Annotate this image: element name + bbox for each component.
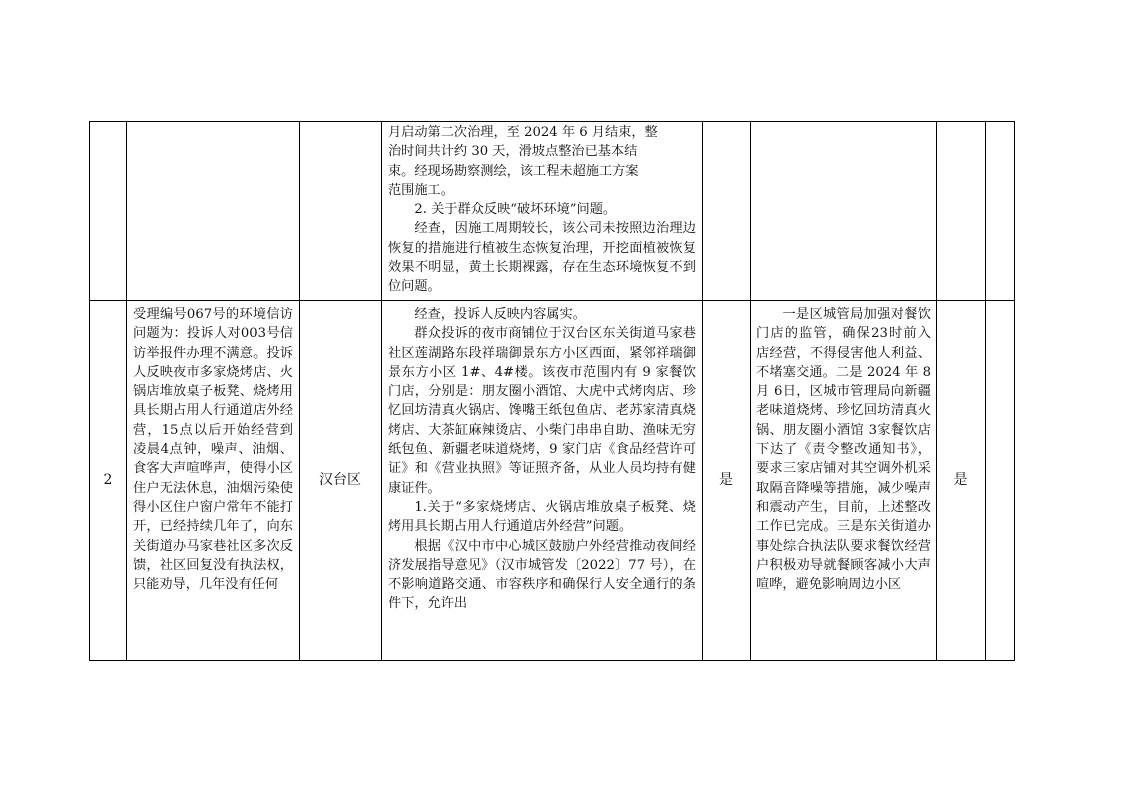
row2-complaint-cell [133,305,293,659]
row2-findings-cell [388,305,696,659]
row2-rectification-cell [756,305,931,659]
column-divider [381,122,382,660]
finding-paragraph: 经查，投诉人反映内容属实。 [414,307,586,322]
finding-paragraph: 根据《汉中市中心城区鼓励户外经营推动夜间经济发展指导意见》（汉市城管发〔2022〕77 号），在不影响道路交通、市容秩序和确保行人安全通行的条件下，允许出 [388,538,696,612]
row1-item-2-heading: 2. 关于群众反映“破坏环境”问题。 [414,202,617,218]
column-divider [750,122,751,660]
row1-finding-line: 治时间共计约 30 天，滑坡点整治已基本结 [388,144,638,160]
row1-findings-cell [388,123,696,299]
column-divider [985,122,986,660]
finding-paragraph: 群众投诉的夜市商铺位于汉台区东关街道马家巷社区莲湖路东段祥瑞御景东方小区西面，紧邻祥瑞御景东方小区 1#、4#楼。该夜市范围内有 9 家餐饮门店，分别是：朋友圈小酒馆、大虎中式烤肉店、珍忆回坊清真火锅店、馋嘴王纸包鱼店、老苏家清真烧烤店、大茶缸麻辣烫店、小柴门串串自助、渔味无穷纸包鱼、新疆老味道烧烤，9 家门店《食品经营许可证》和《营业执照》等证照齐备，从业人员均持有健康证件。 [388,326,696,496]
row1-finding-line: 范围施工。 [388,182,454,198]
row2-seq-number [90,301,126,660]
district-text: 汉台区 [319,471,361,488]
column-divider [126,122,127,660]
row2-verdict2-cell [936,301,985,660]
rectification-text: 一是区城管局加强对餐饮门店的监管，确保23时前入店经营，不得侵害他人利益、不堵塞交通。二是 2024 年 8 月 6日，区城市管理局向新疆老味道烧烤、珍忆回坊清真火锅、朋友圈小酒馆 3家餐饮店下达了《责令整改通知书》，要求三家店铺对其空调外机采取隔音降噪等措施，减少噪声和震动产生，目前，上述整改工作已完成。三是东关街道办事处综合执法队要求餐饮经营户积极劝导就餐顾客减小大声喧哗，避免影响周边小区 [756,307,931,593]
seq-number-text: 2 [103,471,113,488]
verdict1-text: 是 [719,471,733,488]
row2-district-cell [299,301,381,660]
row1-item-2-finding: 经查，因施工周期较长，该公司未按照边治理边恢复的措施进行植被生态恢复治理，开挖面植被恢复效果不明显，黄土长期裸露，存在生态环境恢复不到位问题。 [388,221,696,295]
finding-paragraph: 1.关于“多家烧烤店、火锅店堆放桌子板凳、烧烤用具长期占用人行通道店外经营”问题。 [388,499,696,535]
row1-finding-line: 束。经现场勘察测绘，该工程未超施工方案 [388,163,639,179]
verdict2-text: 是 [953,471,968,488]
complaint-table [89,121,1015,661]
complaint-text: 受理编号067号的环境信访问题为：投诉人对003号信访举报件办理不满意。投诉人反映夜市多家烧烤店、火锅店堆放桌子板凳、烧烤用具长期占用人行通道店外经营，15点以后开始经营到凌晨4点钟，噪声、油烟、食客大声喧哗声，使得小区住户无法休息，油烟污染使得小区住户窗户常年不能打开，已经持续几年了，向东关街道办马家巷社区多次反馈，社区回复没有执法权，只能劝导，几年没有任何 [133,307,293,593]
row1-finding-line: 月启动第二次治理，至 2024 年 6 月结束，整 [388,125,658,140]
row-divider [90,300,1014,301]
row2-verdict1-cell [702,301,750,660]
